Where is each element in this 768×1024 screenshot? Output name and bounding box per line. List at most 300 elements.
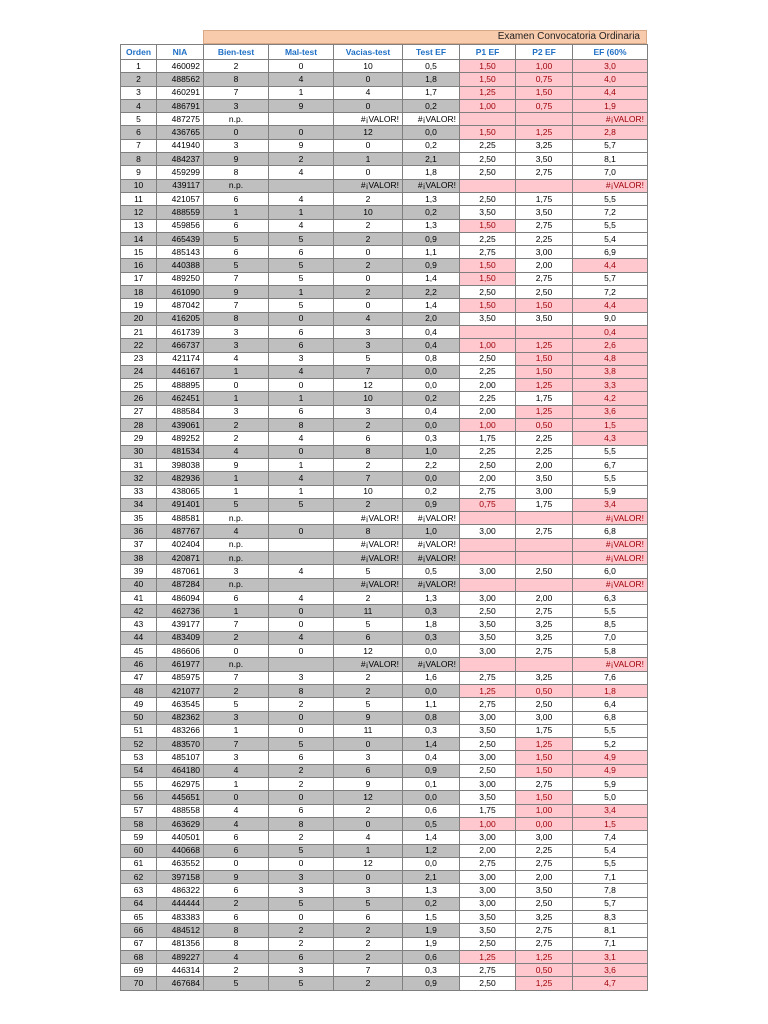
cell-mal-test[interactable]: 0 [269,525,334,538]
cell-p2-ef[interactable]: 2,50 [516,698,573,711]
cell-bien-test[interactable]: 0 [204,645,269,658]
cell-orden[interactable]: 56 [121,791,157,804]
cell-p2-ef[interactable]: 1,50 [516,299,573,312]
cell-p2-ef[interactable]: 2,75 [516,924,573,937]
cell-mal-test[interactable]: 0 [269,857,334,870]
cell-p1-ef[interactable]: 1,00 [460,339,516,352]
cell-mal-test[interactable]: 8 [269,817,334,830]
cell-ef-60[interactable]: #¡VALOR! [573,658,648,671]
cell-bien-test[interactable]: 1 [204,392,269,405]
cell-p2-ef[interactable]: 1,50 [516,86,573,99]
cell-test-ef[interactable]: 1,9 [403,924,460,937]
cell-nia[interactable]: 416205 [157,312,204,325]
cell-p1-ef[interactable]: 2,75 [460,485,516,498]
cell-p1-ef[interactable]: 2,50 [460,192,516,205]
cell-vacias-test[interactable]: 4 [334,831,403,844]
cell-mal-test[interactable]: 6 [269,950,334,963]
cell-p2-ef[interactable] [516,179,573,192]
cell-test-ef[interactable]: 0,5 [403,565,460,578]
cell-nia[interactable]: 463552 [157,857,204,870]
cell-p1-ef[interactable]: 3,00 [460,565,516,578]
cell-nia[interactable]: 440668 [157,844,204,857]
cell-nia[interactable]: 486606 [157,645,204,658]
cell-nia[interactable]: 488558 [157,804,204,817]
cell-vacias-test[interactable]: 6 [334,631,403,644]
cell-p2-ef[interactable]: 2,25 [516,432,573,445]
cell-orden[interactable]: 35 [121,512,157,525]
cell-bien-test[interactable]: 3 [204,565,269,578]
cell-nia[interactable]: 467684 [157,977,204,990]
cell-bien-test[interactable]: 7 [204,618,269,631]
cell-test-ef[interactable]: 0,4 [403,325,460,338]
cell-vacias-test[interactable]: 1 [334,844,403,857]
cell-mal-test[interactable] [269,578,334,591]
cell-orden[interactable]: 58 [121,817,157,830]
cell-p1-ef[interactable]: 3,00 [460,871,516,884]
cell-p1-ef[interactable]: 2,50 [460,937,516,950]
cell-bien-test[interactable]: 3 [204,405,269,418]
cell-orden[interactable]: 48 [121,684,157,697]
cell-ef-60[interactable]: 6,8 [573,525,648,538]
cell-bien-test[interactable]: 7 [204,272,269,285]
cell-bien-test[interactable]: 4 [204,817,269,830]
cell-vacias-test[interactable]: 8 [334,525,403,538]
cell-test-ef[interactable]: 0,3 [403,432,460,445]
cell-bien-test[interactable]: 0 [204,379,269,392]
cell-ef-60[interactable]: 5,9 [573,485,648,498]
cell-orden[interactable]: 66 [121,924,157,937]
cell-ef-60[interactable]: 0,4 [573,325,648,338]
cell-mal-test[interactable]: 1 [269,392,334,405]
cell-bien-test[interactable]: 5 [204,259,269,272]
cell-ef-60[interactable]: 5,2 [573,738,648,751]
cell-nia[interactable]: 441940 [157,139,204,152]
cell-ef-60[interactable]: 2,8 [573,126,648,139]
cell-orden[interactable]: 60 [121,844,157,857]
cell-p2-ef[interactable]: 1,75 [516,392,573,405]
cell-p2-ef[interactable]: 1,50 [516,365,573,378]
cell-orden[interactable]: 23 [121,352,157,365]
cell-orden[interactable]: 68 [121,950,157,963]
cell-bien-test[interactable]: 2 [204,631,269,644]
cell-orden[interactable]: 53 [121,751,157,764]
cell-vacias-test[interactable]: 2 [334,286,403,299]
cell-mal-test[interactable]: 0 [269,445,334,458]
cell-orden[interactable]: 27 [121,405,157,418]
cell-vacias-test[interactable]: 12 [334,645,403,658]
cell-test-ef[interactable]: 0,0 [403,126,460,139]
cell-test-ef[interactable]: #¡VALOR! [403,538,460,551]
cell-bien-test[interactable]: n.p. [204,512,269,525]
cell-ef-60[interactable]: #¡VALOR! [573,578,648,591]
cell-p2-ef[interactable]: 2,50 [516,286,573,299]
cell-ef-60[interactable]: 1,9 [573,99,648,112]
cell-vacias-test[interactable]: 3 [334,325,403,338]
cell-p1-ef[interactable]: 3,00 [460,645,516,658]
cell-bien-test[interactable]: 9 [204,153,269,166]
cell-p2-ef[interactable]: 0,50 [516,964,573,977]
cell-mal-test[interactable]: 0 [269,711,334,724]
cell-orden[interactable]: 29 [121,432,157,445]
cell-test-ef[interactable]: 0,2 [403,392,460,405]
cell-p2-ef[interactable]: 1,25 [516,738,573,751]
cell-mal-test[interactable]: 2 [269,778,334,791]
cell-p1-ef[interactable]: 3,00 [460,884,516,897]
cell-bien-test[interactable]: 7 [204,671,269,684]
cell-vacias-test[interactable]: 2 [334,937,403,950]
col-header-test-ef[interactable]: Test EF [403,45,460,60]
cell-orden[interactable]: 4 [121,99,157,112]
cell-p2-ef[interactable] [516,578,573,591]
cell-vacias-test[interactable]: 7 [334,964,403,977]
cell-p1-ef[interactable]: 2,50 [460,153,516,166]
cell-nia[interactable]: 397158 [157,871,204,884]
cell-p1-ef[interactable]: 1,00 [460,419,516,432]
cell-vacias-test[interactable]: 2 [334,419,403,432]
col-header-mal-test[interactable]: Mal-test [269,45,334,60]
cell-p2-ef[interactable] [516,538,573,551]
cell-bien-test[interactable]: 2 [204,432,269,445]
cell-orden[interactable]: 19 [121,299,157,312]
cell-mal-test[interactable]: 6 [269,339,334,352]
cell-test-ef[interactable]: 2,1 [403,871,460,884]
cell-orden[interactable]: 32 [121,472,157,485]
cell-p1-ef[interactable]: 1,25 [460,950,516,963]
cell-ef-60[interactable]: 7,0 [573,631,648,644]
cell-p2-ef[interactable]: 3,00 [516,711,573,724]
cell-ef-60[interactable]: 5,5 [573,192,648,205]
cell-ef-60[interactable]: 3,3 [573,379,648,392]
cell-orden[interactable]: 70 [121,977,157,990]
cell-p2-ef[interactable]: 2,75 [516,937,573,950]
cell-vacias-test[interactable]: 4 [334,86,403,99]
cell-ef-60[interactable]: 4,7 [573,977,648,990]
cell-test-ef[interactable]: 0,9 [403,259,460,272]
cell-nia[interactable]: 488562 [157,73,204,86]
cell-bien-test[interactable]: 0 [204,857,269,870]
cell-p1-ef[interactable]: 2,50 [460,352,516,365]
cell-mal-test[interactable]: 6 [269,804,334,817]
cell-vacias-test[interactable]: 12 [334,126,403,139]
cell-orden[interactable]: 63 [121,884,157,897]
cell-p2-ef[interactable]: 1,00 [516,60,573,73]
cell-orden[interactable]: 17 [121,272,157,285]
cell-bien-test[interactable]: 1 [204,778,269,791]
cell-p1-ef[interactable]: 2,50 [460,166,516,179]
cell-p1-ef[interactable]: 3,00 [460,831,516,844]
cell-ef-60[interactable]: #¡VALOR! [573,538,648,551]
cell-p1-ef[interactable]: 3,00 [460,525,516,538]
cell-orden[interactable]: 22 [121,339,157,352]
cell-p2-ef[interactable]: 2,75 [516,166,573,179]
cell-p2-ef[interactable]: 1,75 [516,192,573,205]
cell-nia[interactable]: 438065 [157,485,204,498]
cell-orden[interactable]: 21 [121,325,157,338]
cell-bien-test[interactable]: 7 [204,738,269,751]
cell-nia[interactable]: 445651 [157,791,204,804]
cell-orden[interactable]: 30 [121,445,157,458]
cell-mal-test[interactable]: 5 [269,259,334,272]
cell-p1-ef[interactable]: 2,50 [460,605,516,618]
cell-mal-test[interactable]: 1 [269,86,334,99]
cell-p2-ef[interactable] [516,658,573,671]
cell-mal-test[interactable]: 4 [269,192,334,205]
cell-p1-ef[interactable]: 1,50 [460,299,516,312]
cell-ef-60[interactable]: 7,1 [573,937,648,950]
cell-vacias-test[interactable]: 12 [334,791,403,804]
cell-vacias-test[interactable]: 7 [334,365,403,378]
cell-p1-ef[interactable]: 3,50 [460,924,516,937]
cell-bien-test[interactable]: 6 [204,192,269,205]
cell-p2-ef[interactable] [516,551,573,564]
cell-bien-test[interactable]: 5 [204,232,269,245]
cell-bien-test[interactable]: 2 [204,897,269,910]
cell-nia[interactable]: 488895 [157,379,204,392]
cell-mal-test[interactable]: 4 [269,166,334,179]
cell-p2-ef[interactable]: 2,75 [516,219,573,232]
cell-orden[interactable]: 16 [121,259,157,272]
cell-p1-ef[interactable]: 2,75 [460,671,516,684]
cell-p2-ef[interactable]: 2,75 [516,778,573,791]
cell-vacias-test[interactable]: 0 [334,139,403,152]
cell-nia[interactable]: 481534 [157,445,204,458]
cell-bien-test[interactable]: 9 [204,458,269,471]
cell-p2-ef[interactable]: 3,25 [516,911,573,924]
cell-orden[interactable]: 28 [121,419,157,432]
cell-mal-test[interactable]: 0 [269,312,334,325]
cell-orden[interactable]: 5 [121,113,157,126]
cell-vacias-test[interactable]: 0 [334,871,403,884]
cell-ef-60[interactable]: 5,7 [573,897,648,910]
cell-p1-ef[interactable]: 2,50 [460,286,516,299]
cell-p1-ef[interactable] [460,658,516,671]
cell-p1-ef[interactable] [460,551,516,564]
cell-nia[interactable]: 421057 [157,192,204,205]
cell-nia[interactable]: 398038 [157,458,204,471]
col-header-bien-test[interactable]: Bien-test [204,45,269,60]
cell-ef-60[interactable]: 1,8 [573,684,648,697]
cell-vacias-test[interactable]: 0 [334,73,403,86]
cell-bien-test[interactable]: 4 [204,950,269,963]
cell-vacias-test[interactable]: 0 [334,738,403,751]
cell-vacias-test[interactable]: 5 [334,618,403,631]
cell-p2-ef[interactable]: 2,75 [516,645,573,658]
cell-orden[interactable]: 64 [121,897,157,910]
cell-p1-ef[interactable]: 2,75 [460,964,516,977]
cell-orden[interactable]: 61 [121,857,157,870]
cell-ef-60[interactable]: 6,7 [573,458,648,471]
cell-vacias-test[interactable]: 6 [334,911,403,924]
cell-vacias-test[interactable]: 2 [334,232,403,245]
cell-mal-test[interactable]: 1 [269,458,334,471]
cell-mal-test[interactable]: 8 [269,684,334,697]
cell-mal-test[interactable]: 3 [269,671,334,684]
cell-mal-test[interactable]: 9 [269,99,334,112]
cell-nia[interactable]: 463545 [157,698,204,711]
cell-ef-60[interactable]: 5,9 [573,778,648,791]
cell-test-ef[interactable]: 0,6 [403,950,460,963]
cell-p1-ef[interactable]: 2,75 [460,246,516,259]
cell-bien-test[interactable]: 8 [204,924,269,937]
cell-orden[interactable]: 42 [121,605,157,618]
cell-mal-test[interactable]: 4 [269,591,334,604]
cell-nia[interactable]: 486791 [157,99,204,112]
cell-nia[interactable]: 486094 [157,591,204,604]
cell-mal-test[interactable]: 0 [269,618,334,631]
col-header-ef-60[interactable]: EF (60% [573,45,648,60]
cell-bien-test[interactable]: 3 [204,325,269,338]
cell-mal-test[interactable]: 0 [269,605,334,618]
cell-ef-60[interactable]: #¡VALOR! [573,113,648,126]
cell-nia[interactable]: 482936 [157,472,204,485]
cell-test-ef[interactable]: 0,2 [403,206,460,219]
cell-p1-ef[interactable]: 3,50 [460,724,516,737]
cell-mal-test[interactable]: 5 [269,977,334,990]
cell-nia[interactable]: 461090 [157,286,204,299]
cell-ef-60[interactable]: 4,4 [573,86,648,99]
cell-p1-ef[interactable]: 2,00 [460,844,516,857]
cell-orden[interactable]: 41 [121,591,157,604]
cell-test-ef[interactable]: 0,1 [403,778,460,791]
cell-orden[interactable]: 34 [121,498,157,511]
cell-ef-60[interactable]: 5,5 [573,724,648,737]
cell-bien-test[interactable]: 1 [204,206,269,219]
cell-p2-ef[interactable] [516,512,573,525]
cell-bien-test[interactable]: 3 [204,139,269,152]
cell-nia[interactable]: 485143 [157,246,204,259]
cell-p2-ef[interactable]: 1,75 [516,498,573,511]
cell-mal-test[interactable]: 6 [269,246,334,259]
cell-mal-test[interactable]: 4 [269,219,334,232]
cell-test-ef[interactable]: 0,0 [403,379,460,392]
cell-p2-ef[interactable]: 0,50 [516,684,573,697]
cell-mal-test[interactable]: 0 [269,126,334,139]
cell-nia[interactable]: 436765 [157,126,204,139]
cell-nia[interactable]: 439117 [157,179,204,192]
cell-ef-60[interactable]: 6,3 [573,591,648,604]
cell-test-ef[interactable]: 0,9 [403,977,460,990]
cell-vacias-test[interactable]: 2 [334,498,403,511]
cell-nia[interactable]: 483266 [157,724,204,737]
cell-test-ef[interactable]: 2,1 [403,153,460,166]
cell-p1-ef[interactable] [460,578,516,591]
cell-orden[interactable]: 36 [121,525,157,538]
cell-test-ef[interactable]: 1,0 [403,525,460,538]
cell-nia[interactable]: 444444 [157,897,204,910]
cell-p2-ef[interactable]: 2,25 [516,445,573,458]
cell-bien-test[interactable]: 0 [204,126,269,139]
cell-vacias-test[interactable]: 5 [334,352,403,365]
cell-nia[interactable]: 463629 [157,817,204,830]
cell-ef-60[interactable]: 7,1 [573,871,648,884]
cell-p2-ef[interactable]: 2,75 [516,272,573,285]
cell-p2-ef[interactable]: 0,75 [516,73,573,86]
cell-bien-test[interactable]: 3 [204,99,269,112]
cell-bien-test[interactable]: 4 [204,445,269,458]
cell-p2-ef[interactable]: 1,75 [516,724,573,737]
cell-bien-test[interactable]: 6 [204,831,269,844]
cell-mal-test[interactable]: 4 [269,472,334,485]
cell-test-ef[interactable]: 1,9 [403,937,460,950]
cell-ef-60[interactable]: 3,4 [573,804,648,817]
cell-nia[interactable]: 440501 [157,831,204,844]
cell-ef-60[interactable]: 6,4 [573,698,648,711]
cell-orden[interactable]: 37 [121,538,157,551]
cell-p1-ef[interactable]: 2,00 [460,472,516,485]
cell-bien-test[interactable]: 6 [204,246,269,259]
cell-vacias-test[interactable]: 2 [334,458,403,471]
cell-test-ef[interactable]: 0,4 [403,405,460,418]
cell-nia[interactable]: 446314 [157,964,204,977]
cell-mal-test[interactable]: 0 [269,645,334,658]
cell-vacias-test[interactable]: 2 [334,671,403,684]
cell-bien-test[interactable]: 0 [204,791,269,804]
cell-test-ef[interactable]: 0,3 [403,605,460,618]
cell-p1-ef[interactable]: 1,50 [460,73,516,86]
cell-test-ef[interactable]: 0,0 [403,645,460,658]
cell-nia[interactable]: 439061 [157,419,204,432]
cell-test-ef[interactable]: 0,3 [403,724,460,737]
cell-test-ef[interactable]: 0,0 [403,684,460,697]
cell-ef-60[interactable]: 5,5 [573,857,648,870]
cell-p2-ef[interactable]: 2,25 [516,844,573,857]
cell-ef-60[interactable]: 3,6 [573,964,648,977]
cell-nia[interactable]: 487767 [157,525,204,538]
col-header-p2-ef[interactable]: P2 EF [516,45,573,60]
cell-test-ef[interactable]: 0,6 [403,804,460,817]
cell-test-ef[interactable]: 0,3 [403,964,460,977]
cell-vacias-test[interactable]: #¡VALOR! [334,113,403,126]
cell-test-ef[interactable]: 0,3 [403,631,460,644]
cell-orden[interactable]: 69 [121,964,157,977]
cell-p2-ef[interactable]: 3,25 [516,139,573,152]
cell-p1-ef[interactable] [460,113,516,126]
cell-ef-60[interactable]: 4,2 [573,392,648,405]
cell-orden[interactable]: 52 [121,738,157,751]
cell-test-ef[interactable]: 2,0 [403,312,460,325]
cell-mal-test[interactable]: 5 [269,299,334,312]
cell-orden[interactable]: 43 [121,618,157,631]
cell-nia[interactable]: 462451 [157,392,204,405]
cell-mal-test[interactable]: 2 [269,937,334,950]
cell-nia[interactable]: 459856 [157,219,204,232]
cell-ef-60[interactable]: 5,5 [573,445,648,458]
cell-nia[interactable]: 487275 [157,113,204,126]
cell-test-ef[interactable]: 0,4 [403,339,460,352]
cell-ef-60[interactable]: 4,0 [573,73,648,86]
cell-test-ef[interactable]: 0,2 [403,99,460,112]
cell-bien-test[interactable]: 6 [204,844,269,857]
cell-mal-test[interactable]: 5 [269,498,334,511]
cell-orden[interactable]: 46 [121,658,157,671]
cell-test-ef[interactable]: #¡VALOR! [403,179,460,192]
cell-p2-ef[interactable]: 1,50 [516,352,573,365]
cell-mal-test[interactable]: 2 [269,831,334,844]
cell-p2-ef[interactable]: 2,00 [516,871,573,884]
cell-ef-60[interactable]: 6,8 [573,711,648,724]
cell-bien-test[interactable]: 1 [204,605,269,618]
cell-orden[interactable]: 13 [121,219,157,232]
cell-test-ef[interactable]: 0,0 [403,791,460,804]
cell-vacias-test[interactable]: 2 [334,259,403,272]
cell-test-ef[interactable]: 0,9 [403,498,460,511]
cell-orden[interactable]: 1 [121,60,157,73]
col-header-nia[interactable]: NIA [157,45,204,60]
cell-ef-60[interactable]: 7,0 [573,166,648,179]
cell-test-ef[interactable]: 2,2 [403,286,460,299]
cell-bien-test[interactable]: 6 [204,911,269,924]
cell-p2-ef[interactable]: 0,50 [516,419,573,432]
